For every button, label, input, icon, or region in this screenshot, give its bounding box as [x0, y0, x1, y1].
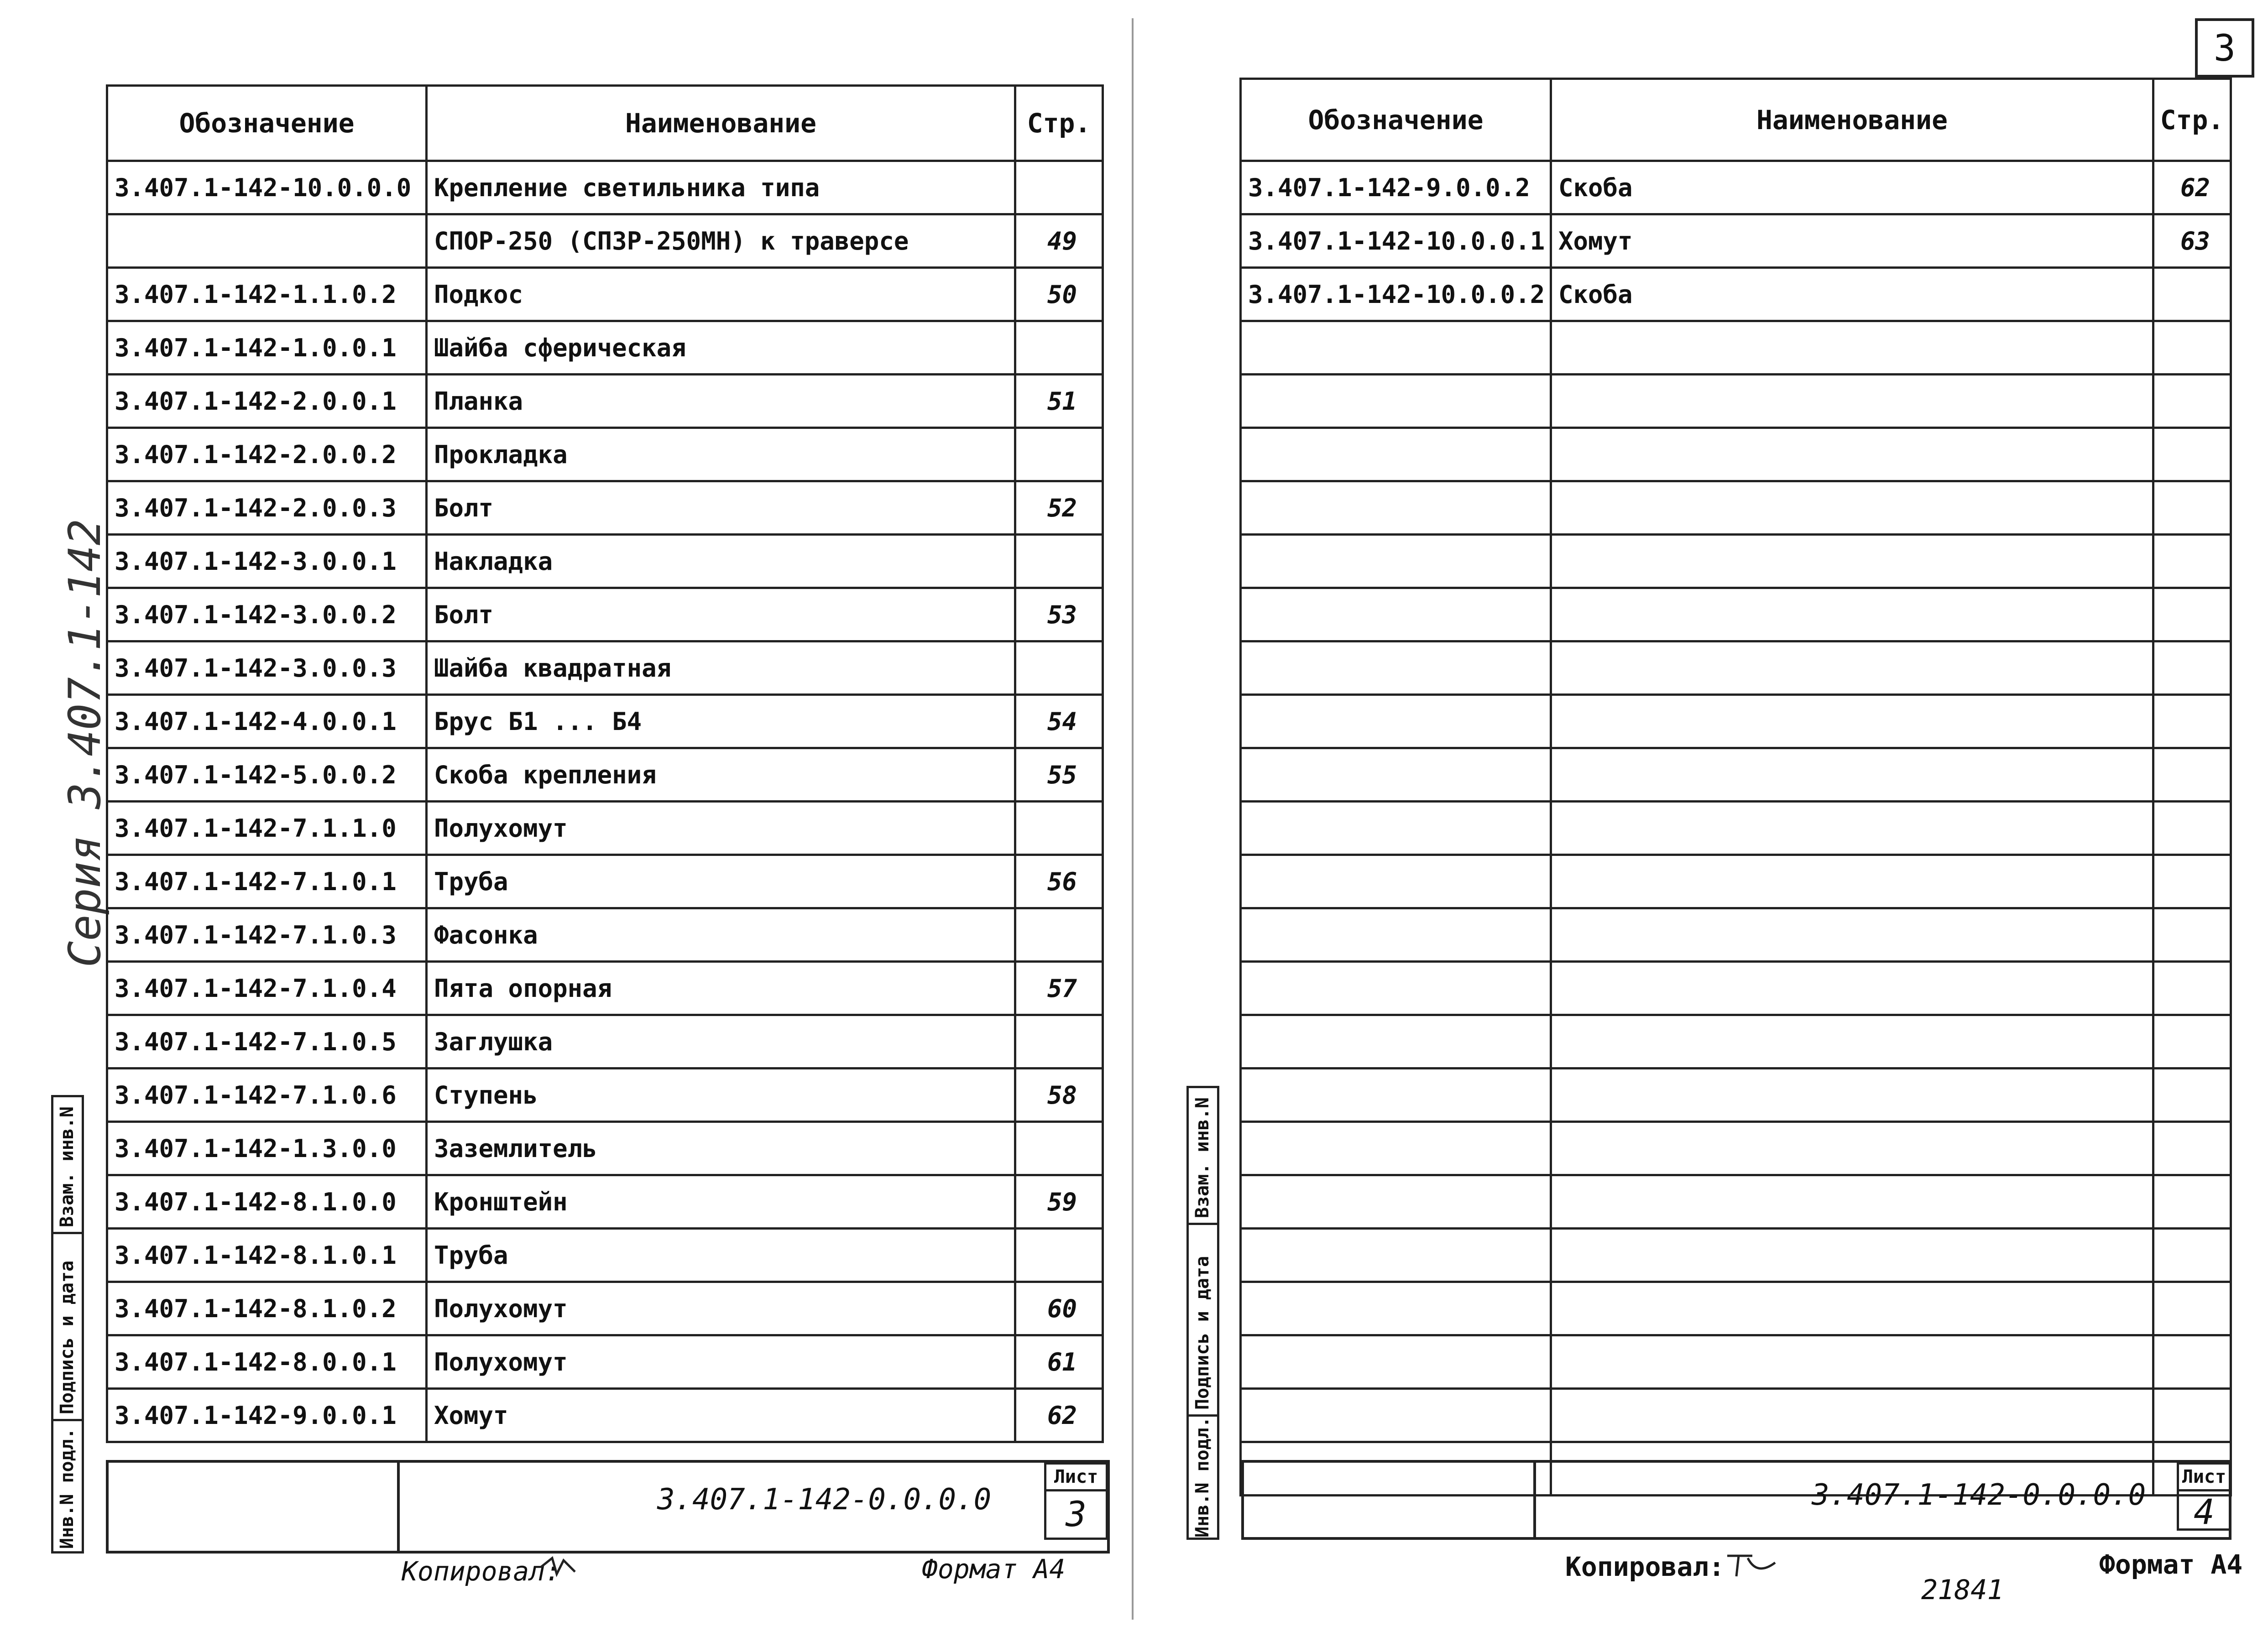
table-row: [107, 908, 1103, 962]
cell-designation: 3.407.1-142-5.0.0.2: [107, 748, 427, 802]
cell-name: Прокладка: [427, 428, 1015, 481]
cell-page: [2153, 1282, 2231, 1335]
cell-page: 54: [1015, 695, 1103, 748]
cell-name: [1551, 641, 2153, 695]
cell-designation: [1241, 1069, 1551, 1122]
cell-name: Шайба квадратная: [427, 641, 1015, 695]
cell-page: [2153, 268, 2231, 321]
cell-page: [2153, 321, 2231, 375]
cell-name: [1551, 1389, 2153, 1442]
cell-designation: [1241, 855, 1551, 908]
cell-page: [1015, 161, 1103, 214]
table-row: [107, 1175, 1103, 1229]
cell-name: Ступень: [427, 1069, 1015, 1122]
cell-page: [2153, 641, 2231, 695]
cell-page: 62: [2153, 161, 2231, 214]
cell-name: [1551, 428, 2153, 481]
cell-designation: 3.407.1-142-8.1.0.1: [107, 1229, 427, 1282]
table-row: [1241, 748, 2231, 802]
left-side-label-inv: Инв.N подл.: [57, 1428, 78, 1549]
cell-page: [1015, 641, 1103, 695]
cell-designation: 3.407.1-142-7.1.0.5: [107, 1015, 427, 1069]
table-row: [107, 1015, 1103, 1069]
table-row: [1241, 908, 2231, 962]
left-side-divider-2: [51, 1419, 84, 1421]
left-sheet-number: 3: [1066, 1494, 1087, 1534]
cell-designation: 3.407.1-142-3.0.0.3: [107, 641, 427, 695]
table-row: [1241, 268, 2231, 321]
cell-page: [2153, 535, 2231, 588]
cell-page: 51: [1015, 375, 1103, 428]
cell-page: [1015, 1229, 1103, 1282]
cell-designation: 3.407.1-142-3.0.0.1: [107, 535, 427, 588]
table-row: [1241, 962, 2231, 1015]
cell-designation: [1241, 1015, 1551, 1069]
cell-page: [2153, 1389, 2231, 1442]
right-title-divider: [1533, 1460, 1536, 1540]
cell-designation: 3.407.1-142-2.0.0.1: [107, 375, 427, 428]
table-row: [107, 641, 1103, 695]
table-row: [1241, 695, 2231, 748]
cell-name: Заглушка: [427, 1015, 1015, 1069]
left-format: Формат А4: [922, 1554, 1066, 1585]
left-side-label-vzam: Взам. инв.N: [57, 1106, 78, 1227]
cell-name: Планка: [427, 375, 1015, 428]
cell-name: Полухомут: [427, 1282, 1015, 1335]
cell-name: Брус Б1 ... Б4: [427, 695, 1015, 748]
cell-designation: 3.407.1-142-7.1.0.1: [107, 855, 427, 908]
cell-name: [1551, 695, 2153, 748]
table-row: [107, 375, 1103, 428]
table-row: [1241, 375, 2231, 428]
cell-designation: [1241, 588, 1551, 641]
cell-name: [1551, 908, 2153, 962]
table-row: [107, 161, 1103, 214]
table-row: [1241, 214, 2231, 268]
cell-designation: [1241, 802, 1551, 855]
cell-name: Труба: [427, 1229, 1015, 1282]
left-spec-table: [106, 84, 1104, 1443]
right-stamp-code: 3.407.1-142-0.0.0.0: [1812, 1478, 2146, 1512]
cell-name: Скоба: [1551, 161, 2153, 214]
cell-page: 56: [1015, 855, 1103, 908]
cell-page: [2153, 588, 2231, 641]
right-spec-table: [1239, 78, 2232, 1496]
cell-page: [2153, 802, 2231, 855]
cell-designation: [1241, 1282, 1551, 1335]
table-row: [107, 321, 1103, 375]
left-stamp-code: 3.407.1-142-0.0.0.0: [657, 1483, 992, 1517]
cell-designation: 3.407.1-142-7.1.0.6: [107, 1069, 427, 1122]
cell-name: [1551, 962, 2153, 1015]
cell-designation: 3.407.1-142-2.0.0.3: [107, 481, 427, 535]
right-sheet-number: 4: [2194, 1491, 2215, 1532]
table-row: [1241, 1122, 2231, 1175]
table-row: [1241, 1282, 2231, 1335]
cell-name: Пята опорная: [427, 962, 1015, 1015]
cell-name: [1551, 481, 2153, 535]
cell-name: Труба: [427, 855, 1015, 908]
table-row: [1241, 1175, 2231, 1229]
table-row: [107, 855, 1103, 908]
cell-designation: [1241, 428, 1551, 481]
cell-designation: [1241, 375, 1551, 428]
page-corner-number: 3: [2195, 18, 2254, 78]
table-row: [107, 748, 1103, 802]
right-copied-by: Копировал:: [1565, 1551, 1725, 1582]
table-row: [107, 1282, 1103, 1335]
cell-page: 53: [1015, 588, 1103, 641]
cell-page: [1015, 802, 1103, 855]
cell-name: [1551, 1015, 2153, 1069]
table-row: [107, 1335, 1103, 1389]
left-sheet-number-box: [1044, 1462, 1108, 1540]
cell-page: [1015, 535, 1103, 588]
cell-designation: 3.407.1-142-1.3.0.0: [107, 1122, 427, 1175]
cell-name: Кронштейн: [427, 1175, 1015, 1229]
table-row: [1241, 802, 2231, 855]
cell-name: Болт: [427, 588, 1015, 641]
table-row: [107, 214, 1103, 268]
cell-page: 58: [1015, 1069, 1103, 1122]
cell-designation: 3.407.1-142-7.1.0.4: [107, 962, 427, 1015]
cell-page: [2153, 1335, 2231, 1389]
right-side-label-sign: Подпись и дата: [1192, 1256, 1213, 1410]
header-name: Наименование: [1551, 79, 2153, 161]
header-name: Наименование: [427, 86, 1015, 161]
right-sheet-number-box: [2177, 1462, 2231, 1531]
cell-page: [1015, 1122, 1103, 1175]
series-label: Серия 3.407.1-142: [59, 519, 110, 967]
cell-designation: [1241, 641, 1551, 695]
cell-page: 62: [1015, 1389, 1103, 1442]
cell-designation: [1241, 1229, 1551, 1282]
right-copier-signature: [1725, 1549, 1780, 1588]
table-row: [107, 535, 1103, 588]
right-side-label-vzam: Взам. инв.N: [1192, 1097, 1213, 1218]
cell-page: [2153, 748, 2231, 802]
cell-designation: [1241, 481, 1551, 535]
cell-name: Подкос: [427, 268, 1015, 321]
table-row: [1241, 1069, 2231, 1122]
cell-page: 59: [1015, 1175, 1103, 1229]
cell-name: Накладка: [427, 535, 1015, 588]
cell-name: Скоба крепления: [427, 748, 1015, 802]
left-title-divider: [397, 1460, 400, 1554]
cell-name: Полухомут: [427, 1335, 1015, 1389]
table-row: [107, 268, 1103, 321]
cell-name: [1551, 1069, 2153, 1122]
table-row: [1241, 428, 2231, 481]
left-sheet-label: Лист: [1046, 1465, 1106, 1491]
cell-designation: [1241, 962, 1551, 1015]
cell-page: [1015, 908, 1103, 962]
table-row: [1241, 1335, 2231, 1389]
table-row: [107, 695, 1103, 748]
cell-name: [1551, 321, 2153, 375]
cell-page: [2153, 1175, 2231, 1229]
table-row: [1241, 321, 2231, 375]
cell-page: 49: [1015, 214, 1103, 268]
cell-page: [2153, 1069, 2231, 1122]
table-row: [107, 1122, 1103, 1175]
cell-designation: 3.407.1-142-4.0.0.1: [107, 695, 427, 748]
header-page: Стр.: [1015, 86, 1103, 161]
header-page: Стр.: [2153, 79, 2231, 161]
cell-designation: 3.407.1-142-9.0.0.2: [1241, 161, 1551, 214]
table-row: [107, 588, 1103, 641]
cell-designation: 3.407.1-142-7.1.0.3: [107, 908, 427, 962]
cell-page: [2153, 375, 2231, 428]
left-copier-signature: [538, 1554, 580, 1588]
right-side-label-inv: Инв.N подл.: [1192, 1417, 1213, 1538]
table-row: [107, 1229, 1103, 1282]
table-row: [107, 1069, 1103, 1122]
table-row: [1241, 588, 2231, 641]
cell-page: [2153, 1015, 2231, 1069]
left-side-label-sign: Подпись и дата: [57, 1260, 78, 1414]
cell-designation: 3.407.1-142-1.0.0.1: [107, 321, 427, 375]
table-row: [1241, 1389, 2231, 1442]
cell-page: [2153, 962, 2231, 1015]
cell-page: [2153, 481, 2231, 535]
left-copied-by: Копировал:: [402, 1556, 561, 1587]
cell-name: СПОР-250 (СПЗР-250МН) к траверсе: [427, 214, 1015, 268]
table-row: [1241, 161, 2231, 214]
cell-page: [2153, 1229, 2231, 1282]
cell-designation: 3.407.1-142-10.0.0.2: [1241, 268, 1551, 321]
cell-name: Скоба: [1551, 268, 2153, 321]
cell-designation: 3.407.1-142-8.1.0.0: [107, 1175, 427, 1229]
cell-designation: [1241, 1335, 1551, 1389]
cell-designation: [1241, 1175, 1551, 1229]
cell-name: [1551, 1175, 2153, 1229]
table-row: [1241, 1015, 2231, 1069]
cell-name: [1551, 535, 2153, 588]
table-row: [1241, 481, 2231, 535]
cell-designation: [107, 214, 427, 268]
cell-designation: 3.407.1-142-10.0.0.0: [107, 161, 427, 214]
table-row: [107, 1389, 1103, 1442]
cell-page: [2153, 428, 2231, 481]
cell-name: [1551, 375, 2153, 428]
cell-page: [1015, 1015, 1103, 1069]
cell-page: [1015, 428, 1103, 481]
cell-designation: 3.407.1-142-1.1.0.2: [107, 268, 427, 321]
cell-designation: 3.407.1-142-10.0.0.1: [1241, 214, 1551, 268]
cell-designation: [1241, 748, 1551, 802]
cell-name: Крепление светильника типа: [427, 161, 1015, 214]
cell-designation: 3.407.1-142-3.0.0.2: [107, 588, 427, 641]
fold-line: [1132, 18, 1134, 1620]
cell-name: [1551, 748, 2153, 802]
cell-designation: [1241, 1389, 1551, 1442]
cell-name: [1551, 1122, 2153, 1175]
table-row: [107, 802, 1103, 855]
cell-name: Хомут: [1551, 214, 2153, 268]
table-row: [107, 428, 1103, 481]
cell-designation: [1241, 1122, 1551, 1175]
cell-designation: 3.407.1-142-8.1.0.2: [107, 1282, 427, 1335]
table-row: [1241, 535, 2231, 588]
cell-name: Шайба сферическая: [427, 321, 1015, 375]
cell-name: [1551, 588, 2153, 641]
cell-page: 57: [1015, 962, 1103, 1015]
cell-name: [1551, 1335, 2153, 1389]
cell-page: [2153, 695, 2231, 748]
cell-name: Фасонка: [427, 908, 1015, 962]
header-designation: Обозначение: [1241, 79, 1551, 161]
cell-page: 52: [1015, 481, 1103, 535]
cell-name: Хомут: [427, 1389, 1015, 1442]
left-side-divider-1: [51, 1232, 84, 1234]
cell-page: [2153, 908, 2231, 962]
cell-page: 50: [1015, 268, 1103, 321]
cell-designation: 3.407.1-142-7.1.1.0: [107, 802, 427, 855]
cell-page: [2153, 1122, 2231, 1175]
right-sheet-label: Лист: [2179, 1465, 2229, 1491]
cell-name: [1551, 855, 2153, 908]
cell-page: 61: [1015, 1335, 1103, 1389]
right-side-divider-1: [1186, 1223, 1219, 1225]
cell-name: [1551, 1282, 2153, 1335]
cell-designation: [1241, 535, 1551, 588]
cell-page: [1015, 321, 1103, 375]
cell-designation: [1241, 321, 1551, 375]
cell-designation: 3.407.1-142-2.0.0.2: [107, 428, 427, 481]
cell-page: 60: [1015, 1282, 1103, 1335]
table-row: [1241, 641, 2231, 695]
cell-page: [2153, 855, 2231, 908]
cell-name: [1551, 1229, 2153, 1282]
table-row: [107, 481, 1103, 535]
table-row: [1241, 1229, 2231, 1282]
cell-name: [1551, 802, 2153, 855]
cell-designation: 3.407.1-142-8.0.0.1: [107, 1335, 427, 1389]
cell-page: 55: [1015, 748, 1103, 802]
table-row: [107, 962, 1103, 1015]
table-row: [1241, 855, 2231, 908]
cell-designation: [1241, 695, 1551, 748]
right-ink-number: 21841: [1921, 1574, 2004, 1606]
cell-name: Болт: [427, 481, 1015, 535]
cell-name: Заземлитель: [427, 1122, 1015, 1175]
cell-designation: [1241, 908, 1551, 962]
cell-name: Полухомут: [427, 802, 1015, 855]
cell-designation: 3.407.1-142-9.0.0.1: [107, 1389, 427, 1442]
cell-page: 63: [2153, 214, 2231, 268]
right-format: Формат А4: [2099, 1549, 2243, 1580]
header-designation: Обозначение: [107, 86, 427, 161]
